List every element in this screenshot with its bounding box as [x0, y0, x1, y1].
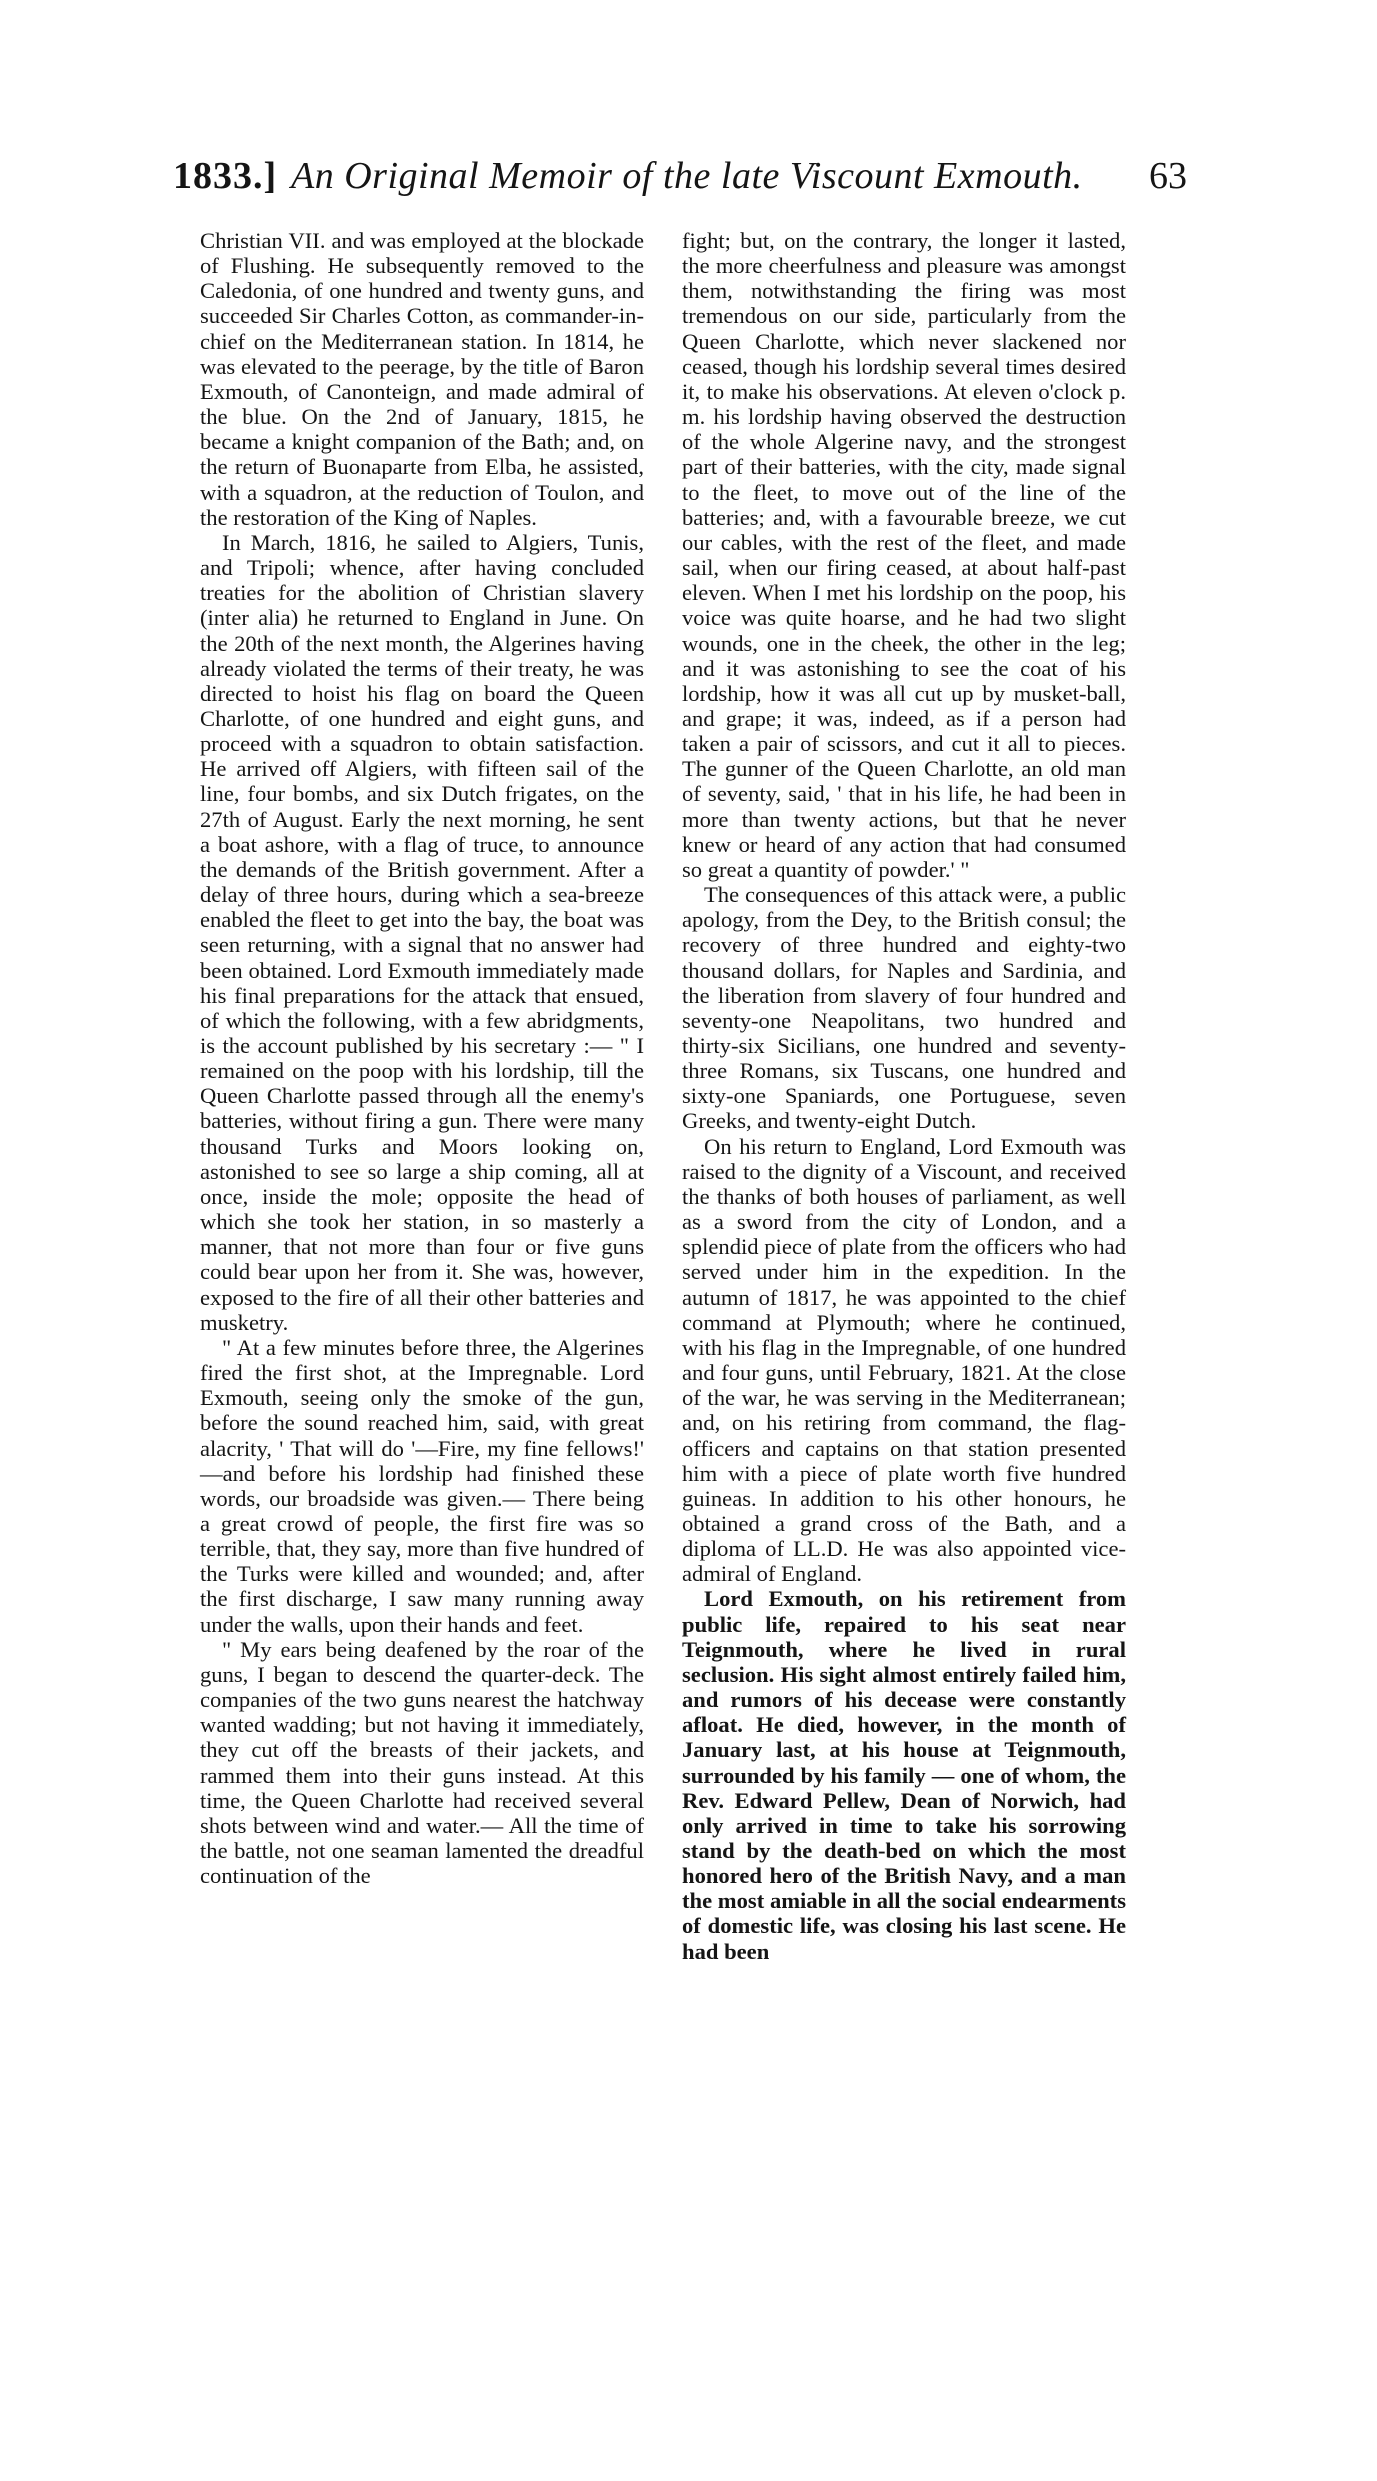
- paragraph: On his return to England, Lord Exmouth was raised to the dignity of a Viscount, and received the thanks of both houses of parliament, as well as a sword from the city of London, and a splendid piece of plate from the officers who had served under him in the expedition. In the autumn of 1817, he was appointed to the chief command at Plymouth; where he continued, with his flag in the Impregnable, of one hundred and four guns, until February, 1821. At the close of the war, he was serving in the Mediterranean; and, on his retiring from command, the flag-officers and captains on that station presented him with a piece of plate worth five hundred guineas. In addition to his other honours, he obtained a grand cross of the Bath, and a diploma of LL.D. He was also appointed vice-admiral of England.: [682, 1133, 1126, 1587]
- paragraph: " My ears being deafened by the roar of the guns, I began to descend the quarter-deck. The companies of the two guns nearest the hatchway wanted wadding; but not having it immediately, they cut off the breasts of their jackets, and rammed them into their guns instead. At this time, the Queen Charlotte had received several shots between wind and water.— All the time of the battle, not one seaman lamented the dreadful continuation of the: [200, 1636, 644, 1889]
- paragraph: fight; but, on the contrary, the longer it lasted, the more cheerfulness and pleasure was amongst them, notwithstanding the firing was most tremendous on our side, particularly from the Queen Charlotte, which never slackened nor ceased, though his lordship several times desired it, to make his observations. At eleven o'clock p. m. his lordship having observed the destruction of the whole Algerine navy, and the strongest part of their batteries, with the city, made signal to the fleet, to move out of the line of the batteries; and, with a favourable breeze, we cut our cables, with the rest of the fleet, and made sail, when our firing ceased, at about half-past eleven. When I met his lordship on the poop, his voice was quite hoarse, and he had two slight wounds, one in the cheek, the other in the leg; and it was astonishing to see the coat of his lordship, how it was all cut up by musket-ball, and grape; it was, indeed, as if a person had taken a pair of scissors, and cut it all to pieces. The gunner of the Queen Charlotte, an old man of seventy, said, ' that in his life, he had been in more than twenty actions, but that he never knew or heard of any action that had consumed so great a quantity of powder.' ": [682, 228, 1126, 882]
- right-column: [682, 228, 1126, 1964]
- left-column: [200, 228, 644, 1888]
- header-title: An Original Memoir of the late Viscount Exmouth.: [291, 155, 1083, 197]
- paragraph: " At a few minutes before three, the Algerines fired the first shot, at the Impregnable. Lord Exmouth, seeing only the smoke of the gun, before the sound reached him, said, with great alacrity, ' That will do '—Fire, my fine fellows!' —and before his lordship had finished these words, our broadside was given.— There being a great crowd of people, the first fire was so terrible, that, they say, more than five hundred of the Turks were killed and wounded; and, after the first discharge, I saw many running away under the walls, upon their hands and feet.: [200, 1334, 644, 1637]
- paragraph: In March, 1816, he sailed to Algiers, Tunis, and Tripoli; whence, after having concluded treaties for the abolition of Christian slavery (inter alia) he returned to England in June. On the 20th of the next month, the Algerines having already violated the terms of their treaty, he was directed to hoist his flag on board the Queen Charlotte, of one hundred and eight guns, and proceed with a squadron to obtain satisfaction. He arrived off Algiers, with fifteen sail of the line, four bombs, and six Dutch frigates, on the 27th of August. Early the next morning, he sent a boat ashore, with a flag of truce, to announce the demands of the British government. After a delay of three hours, during which a sea-breeze enabled the fleet to get into the bay, the boat was seen returning, with a signal that no answer had been obtained. Lord Exmouth immediately made his final preparations for the attack that ensued, of which the following, with a few abridgments, is the account published by his secretary :— " I remained on the poop with his lordship, till the Queen Charlotte passed through all the enemy's batteries, without firing a gun. There were many thousand Turks and Moors looking on, astonished to see so large a ship coming, all at once, inside the mole; opposite the head of which she took her station, in so masterly a manner, that not more than four or five guns could bear upon her from it. She was, however, exposed to the fire of all their other batteries and musketry.: [200, 529, 644, 1335]
- paragraph: Christian VII. and was employed at the blockade of Flushing. He subsequently removed to the Caledonia, of one hundred and twenty guns, and succeeded Sir Charles Cotton, as commander-in-chief on the Mediterranean station. In 1814, he was elevated to the peerage, by the title of Baron Exmouth, of Canonteign, and made admiral of the blue. On the 2nd of January, 1815, he became a knight companion of the Bath; and, on the return of Buonaparte from Elba, he assisted, with a squadron, at the reduction of Toulon, and the restoration of the King of Naples.: [200, 228, 644, 530]
- paragraph: The consequences of this attack were, a public apology, from the Dey, to the British consul; the recovery of three hundred and eighty-two thousand dollars, for Naples and Sardinia, and the liberation from slavery of four hundred and seventy-one Neapolitans, two hundred and thirty-six Sicilians, one hundred and seventy-three Romans, six Tuscans, one hundred and sixty-one Spaniards, one Portuguese, seven Greeks, and twenty-eight Dutch.: [682, 882, 1126, 1134]
- page-number: 63: [1149, 155, 1187, 197]
- paragraph: Lord Exmouth, on his retirement from public life, repaired to his seat near Teignmouth, where he lived in rural seclusion. His sight almost entirely failed him, and rumors of his decease were constantly afloat. He died, however, in the month of January last, at his house at Teignmouth, surrounded by his family — one of whom, the Rev. Edward Pellew, Dean of Norwich, had only arrived in time to take his sorrowing stand by the death-bed on which the most honored hero of the British Navy, and a man the most amiable in all the social endearments of domestic life, was closing his last scene. He had been: [682, 1586, 1126, 1964]
- running-header: [173, 150, 1187, 206]
- header-year: 1833.]: [173, 155, 278, 197]
